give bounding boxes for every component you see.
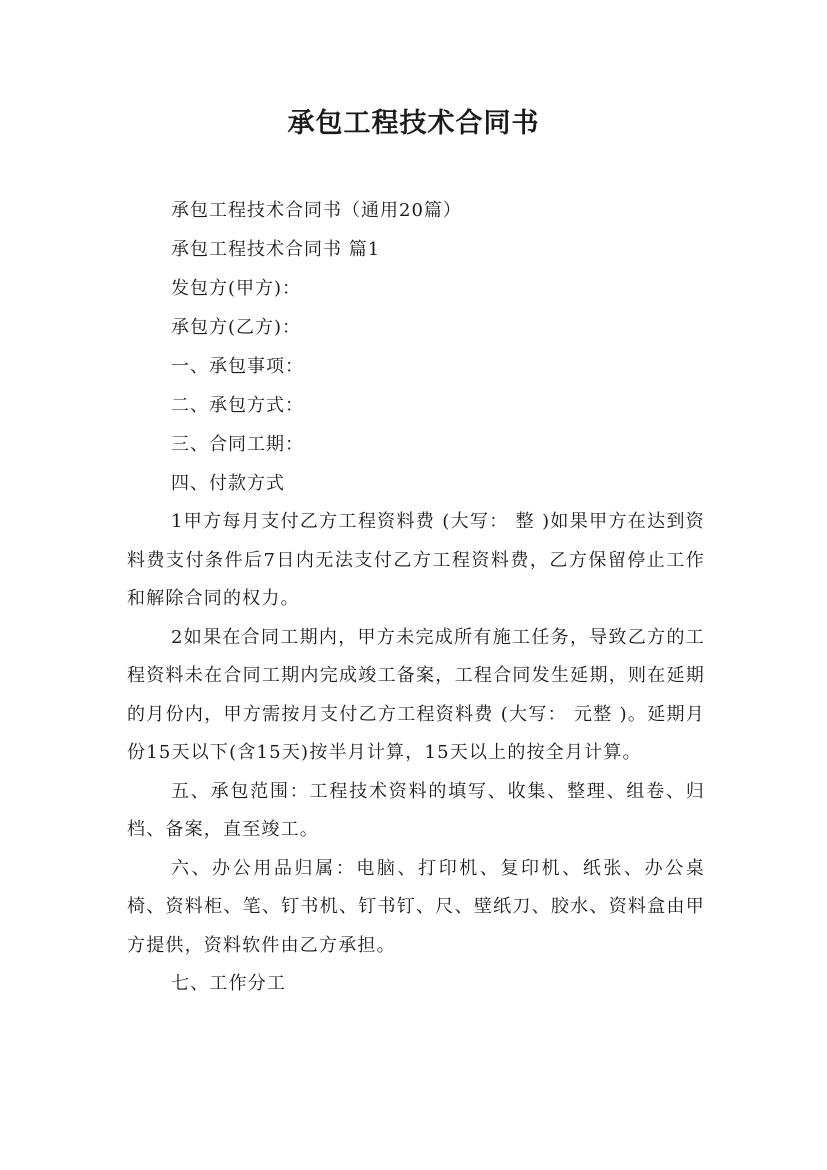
clause-7: 七、工作分工: [171, 973, 287, 994]
payment-paragraph-2: 2如果在合同工期内，甲方未完成所有施工任务，导致乙方的工程资料未在合同工期内完成竣工备案，工程合同发生延期，则在延期的月份内，甲方需按月支付乙方工程资料费 (大写： 元整 )。延期月份15天以下(含15天)按半月计算，15天以上的按全月计算。: [127, 626, 705, 763]
document-title: 承包工程技术合同书: [287, 108, 540, 139]
document-subtitle: 承包工程技术合同书（通用20篇）: [171, 200, 462, 221]
clause-4: 四、付款方式: [171, 473, 285, 494]
section-heading: 承包工程技术合同书 篇1: [171, 239, 381, 260]
clause-6: 六、办公用品归属：电脑、打印机、复印机、纸张、办公桌椅、资料柜、笔、钉书机、钉书钉、尺、壁纸刀、胶水、资料盒由甲方提供，资料软件由乙方承担。: [127, 857, 705, 956]
clause-5: 五、承包范围：工程技术资料的填写、收集、整理、组卷、归档、备案，直至竣工。: [127, 780, 705, 840]
party-b-line: 承包方(乙方)：: [171, 317, 302, 338]
clause-3: 三、合同工期：: [171, 434, 304, 455]
clause-2: 二、承包方式：: [171, 395, 304, 416]
document-body: [127, 191, 705, 1004]
clause-1: 一、承包事项：: [171, 356, 304, 377]
payment-paragraph-1: 1甲方每月支付乙方工程资料费 (大写： 整 )如果甲方在达到资料费支付条件后7日内无法支付乙方工程资料费，乙方保留停止工作和解除合同的权力。: [127, 511, 705, 609]
party-a-line: 发包方(甲方)：: [171, 278, 302, 299]
